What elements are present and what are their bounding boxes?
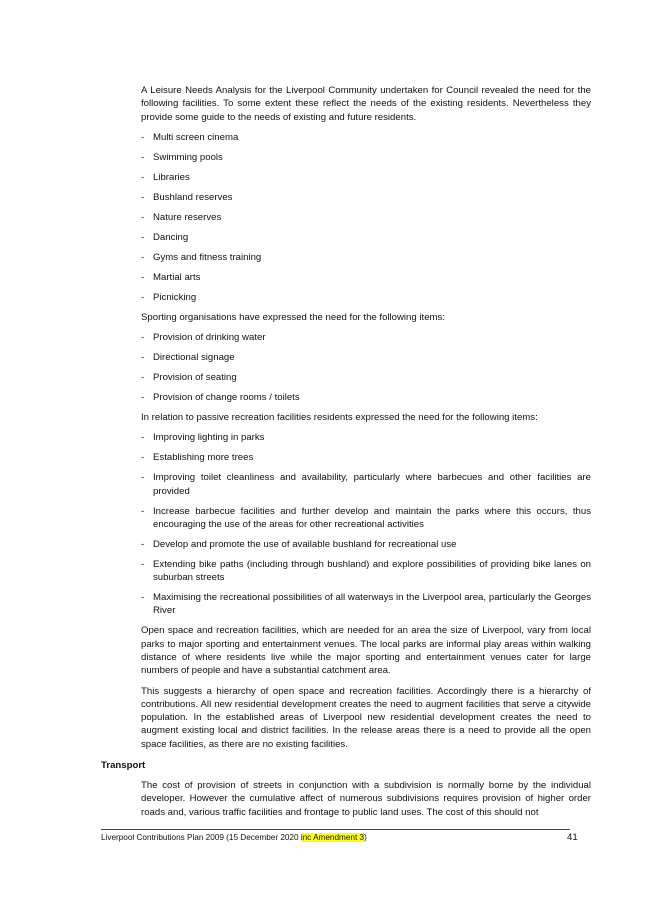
list-item: - Multi screen cinema xyxy=(141,131,591,144)
list-item: - Martial arts xyxy=(141,271,591,284)
list-item: - Extending bike paths (including through bushland) and explore possibilities of providing bike lanes on suburban streets xyxy=(141,558,591,585)
list-item: - Develop and promote the use of available bushland for recreational use xyxy=(141,538,591,551)
body-content xyxy=(141,84,591,758)
footer-divider xyxy=(101,829,570,830)
sporting-list xyxy=(141,331,591,404)
list-item: - Picnicking xyxy=(141,291,591,304)
footer xyxy=(101,832,367,843)
list-item: - Maximising the recreational possibilities of all waterways in the Liverpool area, particularly the Georges River xyxy=(141,591,591,618)
list-item: - Improving toilet cleanliness and availability, particularly where barbecues and other facilities are provided xyxy=(141,471,591,498)
list-item: - Provision of seating xyxy=(141,371,591,384)
open-space-paragraph: Open space and recreation facilities, which are needed for an area the size of Liverpool, vary from local parks to major sporting and entertainment venues. The local parks are informal play areas within walking distance of where residents live while the major sporting and entertainment venues cater for large numbers of people and have a substantial catchment area. xyxy=(141,625,591,677)
facilities-list xyxy=(141,131,591,304)
list-item: - Directional signage xyxy=(141,351,591,364)
transport-section xyxy=(141,779,591,819)
hierarchy-paragraph: This suggests a hierarchy of open space and recreation facilities. Accordingly there is a hierarchy of contributions. All new residential development creates the need to augment facilities that serve a citywide population. In the established areas of Liverpool new residential development creates the need to augment existing local and district facilities. In the release areas there is a need to provide all the open space facilities, as there are no existing facilities. xyxy=(141,685,591,750)
sporting-intro: Sporting organisations have expressed the need for the following items: xyxy=(141,311,445,323)
amendment-highlight: inc Amendment 3 xyxy=(300,833,365,842)
list-item: - Gyms and fitness training xyxy=(141,251,591,264)
page-number: 41 xyxy=(567,832,578,843)
list-item: - Increase barbecue facilities and further develop and maintain the parks where this occurs, thus encouraging the use of the areas for other recreational activities xyxy=(141,505,591,532)
list-item: - Improving lighting in parks xyxy=(141,431,591,444)
list-item: - Nature reserves xyxy=(141,211,591,224)
intro-paragraph: A Leisure Needs Analysis for the Liverpool Community undertaken for Council revealed the need for the following facilities. To some extent these reflect the needs of the existing residents. Nevertheless they provide some guide to the needs of existing and future residents. xyxy=(141,85,591,123)
footer-close: ) xyxy=(364,833,367,842)
list-item: - Provision of change rooms / toilets xyxy=(141,391,591,404)
list-item: - Bushland reserves xyxy=(141,191,591,204)
transport-paragraph: The cost of provision of streets in conjunction with a subdivision is normally borne by the individual developer. However the cumulative affect of numerous subdivisions requires provision of higher order roads and, various traffic facilities and frontage to public land uses. The cost of this should not xyxy=(141,780,591,818)
passive-intro: In relation to passive recreation facilities residents expressed the need for the following items: xyxy=(141,411,538,423)
list-item: - Libraries xyxy=(141,171,591,184)
footer-text: Liverpool Contributions Plan 2009 (15 December 2020 xyxy=(101,833,301,842)
list-item: - Establishing more trees xyxy=(141,451,591,464)
list-item: - Dancing xyxy=(141,231,591,244)
list-item: - Swimming pools xyxy=(141,151,591,164)
list-item: - Provision of drinking water xyxy=(141,331,591,344)
passive-list xyxy=(141,431,591,617)
transport-heading: Transport xyxy=(101,760,146,771)
